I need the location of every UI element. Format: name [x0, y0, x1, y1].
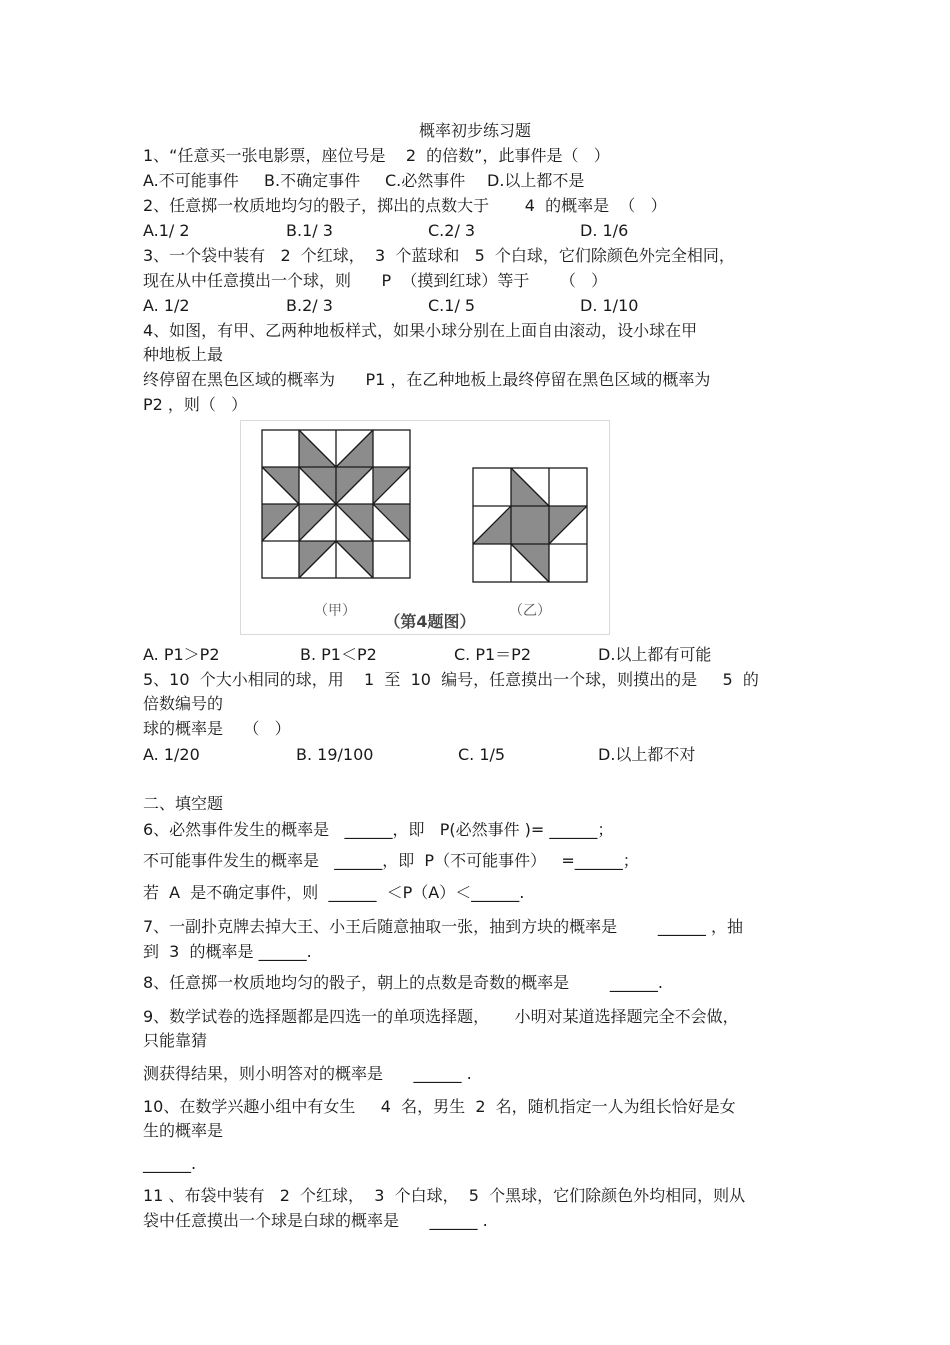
- q1-option-d: D.以上都不是: [487, 171, 585, 190]
- q2-option-d: D. 1/6: [580, 221, 629, 240]
- question-8: 8、任意掷一枚质地均匀的骰子，朝上的点数是奇数的概率是 ______.: [143, 973, 663, 992]
- figure-label-jia: （甲）: [314, 603, 356, 619]
- question-6-line3: 若 A 是不确定事件，则 ______ ＜P（A）＜______.: [143, 883, 525, 902]
- q4-option-b: B. P1＜P2: [300, 645, 377, 664]
- question-4-figure: [240, 420, 610, 635]
- q5-option-b: B. 19/100: [296, 745, 374, 764]
- q3-option-d: D. 1/10: [580, 296, 639, 315]
- q5-option-a: A. 1/20: [143, 745, 200, 764]
- q2-option-a: A.1/ 2: [143, 221, 190, 240]
- q2-option-c: C.2/ 3: [428, 221, 476, 240]
- q4-option-a: A. P1＞P2: [143, 645, 220, 664]
- question-6-line2: 不可能事件发生的概率是 ______，即 P（不可能事件） =______；: [143, 851, 639, 870]
- question-4-stem-line4: P2 ，则（ ）: [143, 395, 248, 414]
- question-7-line2: 到 3 的概率是 ______.: [143, 942, 312, 961]
- q1-option-a: A.不可能事件: [143, 171, 239, 190]
- question-10-line2: 生的概率是: [143, 1121, 224, 1140]
- figure-caption: （第4题图）: [384, 612, 476, 631]
- question-2-stem: 2、任意掷一枚质地均匀的骰子，掷出的点数大于 4 的概率是 （ ）: [143, 196, 667, 215]
- question-10-line1: 10、在数学兴趣小组中有女生 4 名，男生 2 名，随机指定一人为组长恰好是女: [143, 1097, 736, 1116]
- question-10-line3: ______.: [143, 1154, 197, 1173]
- question-7-line1: 7、一副扑克牌去掉大王、小王后随意抽取一张，抽到方块的概率是 ______ ，抽: [143, 917, 743, 936]
- section-2-heading: 二、填空题: [143, 794, 224, 813]
- question-5-stem-line2: 倍数编号的: [143, 694, 224, 713]
- question-11-line2: 袋中任意摸出一个球是白球的概率是 ______ .: [143, 1211, 488, 1230]
- q3-option-b: B.2/ 3: [286, 296, 333, 315]
- question-4-stem-line3: 终停留在黑色区域的概率为 P1 ，在乙种地板上最终停留在黑色区域的概率为: [143, 370, 711, 389]
- question-6-line1: 6、必然事件发生的概率是 ______，即 P(必然事件 )= ______；: [143, 820, 614, 839]
- q4-option-d: D.以上都有可能: [598, 645, 712, 664]
- q4-option-c: C. P1＝P2: [454, 645, 532, 664]
- question-5-stem-line3: 球的概率是 （ ）: [143, 719, 291, 738]
- question-11-line1: 11 、布袋中装有 2 个红球， 3 个白球， 5 个黑球，它们除颜色外均相同，则从: [143, 1186, 746, 1205]
- question-9-line1: 9、数学试卷的选择题都是四选一的单项选择题， 小明对某道选择题完全不会做，: [143, 1007, 739, 1026]
- question-4-stem-line1: 4、如图，有甲、乙两种地板样式，如果小球分别在上面自由滚动，设小球在甲: [143, 321, 698, 340]
- question-3-stem-line2: 现在从中任意摸出一个球，则 P （摸到红球）等于 （ ）: [143, 271, 608, 290]
- question-4-stem-line2: 种地板上最: [143, 345, 224, 364]
- question-1-stem: 1、“任意买一张电影票，座位号是 2 的倍数”，此事件是（ ）: [143, 146, 610, 165]
- q3-option-a: A. 1/2: [143, 296, 190, 315]
- q3-option-c: C.1/ 5: [428, 296, 476, 315]
- floor-patterns-svg: [240, 420, 610, 635]
- question-9-line2: 只能靠猜: [143, 1031, 208, 1050]
- q1-option-c: C.必然事件: [385, 171, 466, 190]
- q1-option-b: B.不确定事件: [264, 171, 361, 190]
- question-3-stem-line1: 3、一个袋中装有 2 个红球， 3 个蓝球和 5 个白球，它们除颜色外完全相同，: [143, 246, 735, 265]
- question-5-stem-line1: 5、10 个大小相同的球，用 1 至 10 编号，任意摸出一个球，则摸出的是 5 的: [143, 670, 759, 689]
- figure-label-yi: （乙）: [509, 603, 551, 619]
- document-title: 概率初步练习题: [418, 121, 531, 140]
- q5-option-c: C. 1/5: [458, 745, 506, 764]
- question-9-line3: 测获得结果，则小明答对的概率是 ______ .: [143, 1064, 472, 1083]
- q5-option-d: D.以上都不对: [598, 745, 696, 764]
- q2-option-b: B.1/ 3: [286, 221, 333, 240]
